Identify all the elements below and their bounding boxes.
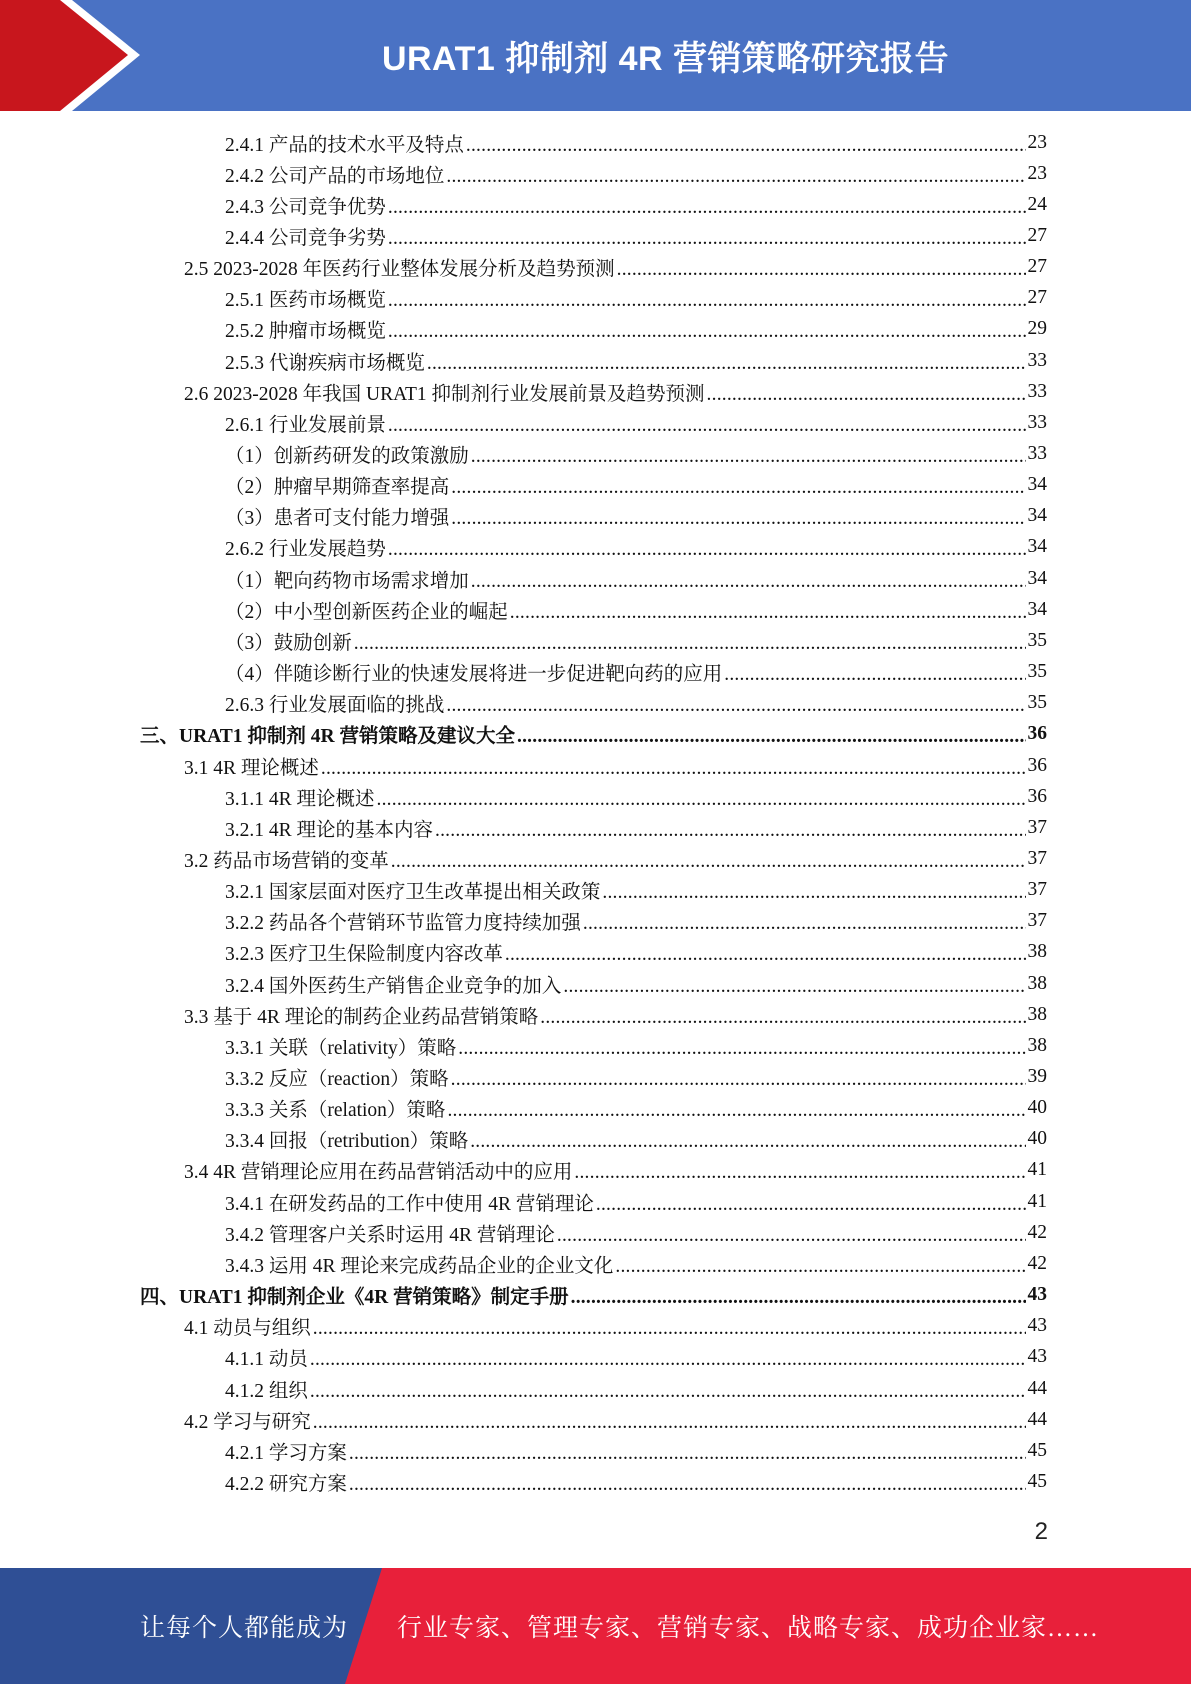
toc-dot-leader <box>446 693 1025 713</box>
toc-entry[interactable] <box>225 625 1047 656</box>
toc-entry-page: 27 <box>1027 224 1047 246</box>
toc-entry-page: 37 <box>1027 816 1047 838</box>
toc-entry[interactable] <box>225 781 1047 812</box>
toc-entry-label: 四、URAT1 抑制剂企业《4R 营销策略》制定手册 <box>140 1287 569 1309</box>
toc-dot-leader <box>391 849 1026 869</box>
toc-dot-leader <box>388 226 1026 246</box>
toc-entry-label: 2.6.3 行业发展面临的挑战 <box>225 695 445 717</box>
toc-entry[interactable] <box>225 189 1047 220</box>
toc-entry-label: 4.1.1 动员 <box>225 1349 308 1371</box>
toc-entry-label: （2）中小型创新医药企业的崛起 <box>225 601 508 623</box>
toc-entry-label: 3.2.3 医疗卫生保险制度内容改革 <box>225 944 503 966</box>
toc-entry-page: 34 <box>1027 598 1047 620</box>
toc-entry-label: 3.1.1 4R 理论概述 <box>225 788 375 810</box>
toc-entry[interactable] <box>225 1062 1047 1093</box>
toc-entry-page: 23 <box>1027 131 1047 153</box>
footer-slogan-left: 让每个人都能成为 <box>140 1615 349 1642</box>
toc-dot-leader <box>557 1223 1026 1243</box>
toc-dot-leader <box>471 444 1026 464</box>
toc-entry-label: 2.4.4 公司竞争劣势 <box>225 227 386 249</box>
toc-dot-leader <box>427 351 1026 371</box>
toc-entry-label: 4.1.2 组织 <box>225 1380 308 1402</box>
toc-entry-label: （1）创新药研发的政策激励 <box>225 446 469 467</box>
toc-entry-label: 2.6 2023-2028 年我国 URAT1 抑制剂行业发展前景及趋势预测 <box>184 383 705 405</box>
toc-entry-page: 38 <box>1027 1034 1047 1056</box>
toc-dot-leader <box>540 1005 1025 1025</box>
toc-entry[interactable] <box>184 843 1047 874</box>
toc-entry-label: 2.5.3 代谢疾病市场概览 <box>225 352 425 374</box>
toc-entry-label: 3.4.3 运用 4R 理论来完成药品企业的企业文化 <box>225 1255 614 1277</box>
toc-entry-page: 36 <box>1027 785 1047 807</box>
toc-entry-page: 27 <box>1027 287 1047 309</box>
toc-entry[interactable] <box>225 439 1047 470</box>
toc-entry[interactable] <box>184 252 1047 283</box>
toc-entry[interactable] <box>225 968 1047 999</box>
toc-entry-label: 3.2.1 国家层面对医疗卫生改革提出相关政策 <box>225 882 601 904</box>
toc-entry[interactable] <box>225 1124 1047 1155</box>
toc-entry[interactable] <box>184 1404 1047 1435</box>
report-title: URAT1 抑制剂 4R 营销策略研究报告 <box>381 40 950 78</box>
toc-dot-leader <box>313 1316 1026 1336</box>
toc-dot-leader <box>446 164 1025 184</box>
toc-entry-label: 3.1 4R 理论概述 <box>184 757 319 779</box>
toc-entry-label: 4.2.1 学习方案 <box>225 1442 347 1464</box>
toc-entry-page: 38 <box>1027 1003 1047 1025</box>
toc-dot-leader <box>505 942 1026 962</box>
toc-dot-leader <box>349 1472 1026 1492</box>
toc-entry[interactable] <box>140 1280 1047 1311</box>
toc-entry[interactable] <box>225 875 1047 906</box>
toc-entry-page: 38 <box>1027 941 1047 963</box>
toc-entry[interactable] <box>140 719 1047 750</box>
toc-dot-leader <box>451 475 1025 495</box>
toc-entry-label: 三、URAT1 抑制剂 4R 营销策略及建议大全 <box>140 726 516 748</box>
toc-dot-leader <box>435 818 1025 838</box>
page-footer <box>0 1568 1191 1684</box>
toc-entry[interactable] <box>184 376 1047 407</box>
toc-entry[interactable] <box>225 407 1047 438</box>
toc-entry[interactable] <box>225 812 1047 843</box>
toc-entry-page: 33 <box>1027 380 1047 402</box>
toc-entry-label: （2）肿瘤早期筛查率提高 <box>225 477 450 499</box>
toc-dot-leader <box>451 506 1025 526</box>
toc-entry-page: 43 <box>1027 1315 1047 1337</box>
toc-entry-label: 3.4 4R 营销理论应用在药品营销活动中的应用 <box>184 1162 573 1184</box>
toc-dot-leader <box>354 631 1026 651</box>
toc-entry-label: 3.3.2 反应（reaction）策略 <box>225 1069 449 1090</box>
toc-dot-leader <box>510 600 1026 620</box>
toc-entry-label: 3.2.1 4R 理论的基本内容 <box>225 819 434 841</box>
toc-entry-page: 45 <box>1027 1439 1047 1461</box>
toc-entry[interactable] <box>225 937 1047 968</box>
toc-dot-leader <box>388 195 1026 215</box>
toc-entry-page: 35 <box>1027 661 1047 683</box>
toc-entry[interactable] <box>225 1186 1047 1217</box>
toc-entry[interactable] <box>225 220 1047 251</box>
toc-dot-leader <box>388 319 1026 339</box>
toc-dot-leader <box>458 1036 1025 1056</box>
toc-entry-label: （3）鼓励创新 <box>225 632 352 654</box>
toc-entry-page: 36 <box>1027 723 1047 745</box>
toc-entry-label: 3.2.2 药品各个营销环节监管力度持续加强 <box>225 913 581 935</box>
toc-entry-page: 37 <box>1027 879 1047 901</box>
toc-entry-label: 4.2.2 研究方案 <box>225 1473 347 1495</box>
toc-entry-label: 2.4.3 公司竞争优势 <box>225 196 386 218</box>
toc-entry[interactable] <box>225 283 1047 314</box>
toc-entry-page: 27 <box>1027 256 1047 278</box>
toc-entry-page: 34 <box>1027 474 1047 496</box>
toc-entry-page: 33 <box>1027 443 1047 464</box>
header-arrow-decoration <box>0 0 160 111</box>
toc-entry-label: 3.3.3 关系（relation）策略 <box>225 1100 446 1122</box>
toc-entry[interactable] <box>225 1093 1047 1124</box>
toc-entry[interactable] <box>225 1030 1047 1061</box>
toc-entry[interactable] <box>225 688 1047 719</box>
toc-entry-label: 3.2.4 国外医药生产销售企业竞争的加入 <box>225 975 562 997</box>
toc-entry[interactable] <box>225 1217 1047 1248</box>
toc-entry-page: 29 <box>1027 318 1047 340</box>
toc-entry-label: （3）患者可支付能力增强 <box>225 508 450 530</box>
toc-entry-page: 24 <box>1027 193 1047 215</box>
toc-dot-leader <box>571 1285 1026 1305</box>
toc-dot-leader <box>388 413 1026 433</box>
toc-entry[interactable] <box>225 1466 1047 1497</box>
toc-dot-leader <box>349 1441 1026 1461</box>
toc-entry-label: 4.1 动员与组织 <box>184 1318 311 1340</box>
toc-entry-label: 2.6.2 行业发展趋势 <box>225 539 386 561</box>
toc-dot-leader <box>313 1410 1026 1430</box>
toc-entry-page: 23 <box>1027 162 1047 184</box>
toc-entry[interactable] <box>184 999 1047 1030</box>
toc-entry-page: 38 <box>1027 972 1047 994</box>
page-header <box>0 0 1191 111</box>
toc-entry[interactable] <box>225 1342 1047 1373</box>
toc-entry-label: 2.4.2 公司产品的市场地位 <box>225 165 445 187</box>
toc-dot-leader <box>377 787 1026 807</box>
toc-entry-page: 33 <box>1027 411 1047 433</box>
toc-entry-page: 40 <box>1027 1097 1047 1119</box>
page-number: 2 <box>1034 1518 1048 1545</box>
toc-dot-leader <box>574 1160 1025 1180</box>
toc-dot-leader <box>617 257 1026 277</box>
toc-entry-page: 44 <box>1027 1408 1047 1430</box>
toc-entry-page: 36 <box>1027 754 1047 776</box>
toc-dot-leader <box>447 1098 1025 1118</box>
toc-dot-leader <box>471 569 1026 589</box>
toc-entry-page: 40 <box>1027 1128 1047 1150</box>
toc-dot-leader <box>321 756 1026 776</box>
toc-entry-page: 42 <box>1027 1221 1047 1243</box>
toc-entry-page: 41 <box>1027 1159 1047 1181</box>
toc-entry-label: （1）靶向药物市场需求增加 <box>225 570 469 592</box>
toc-dot-leader <box>466 133 1026 153</box>
toc-entry-page: 43 <box>1027 1284 1047 1306</box>
toc-entry-label: 3.3.1 关联（relativity）策略 <box>225 1037 457 1059</box>
toc-entry[interactable] <box>184 750 1047 781</box>
toc-entry[interactable] <box>225 158 1047 189</box>
toc-entry[interactable] <box>225 1373 1047 1404</box>
toc-entry[interactable] <box>225 906 1047 937</box>
toc-entry-page: 39 <box>1027 1066 1047 1087</box>
toc-entry-label: （4）伴随诊断行业的快速发展将进一步促进靶向药的应用 <box>225 664 723 686</box>
toc-entry-label: 2.6.1 行业发展前景 <box>225 414 386 436</box>
toc-entry-page: 44 <box>1027 1377 1047 1399</box>
toc-entry-page: 34 <box>1027 567 1047 589</box>
toc-entry[interactable] <box>225 1435 1047 1466</box>
toc-entry-label: 2.5.1 医药市场概览 <box>225 290 386 312</box>
toc-entry-page: 35 <box>1027 692 1047 714</box>
toc-entry-label: 2.5 2023-2028 年医药行业整体发展分析及趋势预测 <box>184 259 615 281</box>
toc-entry-label: 4.2 学习与研究 <box>184 1411 311 1433</box>
toc-dot-leader <box>310 1379 1026 1399</box>
toc-dot-leader <box>563 974 1025 994</box>
toc-dot-leader <box>615 1254 1025 1274</box>
toc-entry[interactable] <box>225 657 1047 688</box>
toc-entry[interactable] <box>225 314 1047 345</box>
toc-entry-label: 3.4.2 管理客户关系时运用 4R 营销理论 <box>225 1224 555 1246</box>
toc-dot-leader <box>470 1129 1025 1149</box>
toc-entry-label: 3.2 药品市场营销的变革 <box>184 850 389 872</box>
toc-entry-page: 34 <box>1027 505 1047 527</box>
toc-entry[interactable] <box>225 532 1047 563</box>
toc-entry-page: 45 <box>1027 1470 1047 1492</box>
toc-entry-page: 41 <box>1027 1190 1047 1212</box>
toc-entry-label: 2.5.2 肿瘤市场概览 <box>225 321 386 343</box>
toc-entry[interactable] <box>184 1311 1047 1342</box>
toc-entry[interactable] <box>225 594 1047 625</box>
toc-dot-leader <box>388 288 1026 308</box>
toc-dot-leader <box>707 382 1026 402</box>
toc-dot-leader <box>451 1067 1026 1087</box>
footer-slogan-right: 行业专家、管理专家、营销专家、战略专家、成功企业家…… <box>397 1615 1100 1642</box>
toc-dot-leader <box>596 1192 1026 1212</box>
toc-entry[interactable] <box>225 501 1047 532</box>
toc-entry[interactable] <box>184 1155 1047 1186</box>
toc-entry[interactable] <box>225 563 1047 594</box>
toc-dot-leader <box>517 724 1025 744</box>
toc-entry[interactable] <box>225 127 1047 158</box>
toc-dot-leader <box>602 880 1025 900</box>
toc-dot-leader <box>724 662 1025 682</box>
toc-dot-leader <box>388 537 1026 557</box>
toc-entry-label: 3.3.4 回报（retribution）策略 <box>225 1131 469 1153</box>
toc-entry[interactable] <box>225 470 1047 501</box>
toc-entry-page: 34 <box>1027 536 1047 558</box>
toc-dot-leader <box>583 911 1026 931</box>
toc-entry-page: 33 <box>1027 349 1047 371</box>
toc-entry-label: 3.3 基于 4R 理论的制药企业药品营销策略 <box>184 1006 539 1028</box>
toc-entry[interactable] <box>225 345 1047 376</box>
toc-dot-leader <box>310 1347 1026 1367</box>
toc-entry-page: 37 <box>1027 847 1047 869</box>
toc-entry-page: 42 <box>1027 1252 1047 1274</box>
toc-entry-label: 3.4.1 在研发药品的工作中使用 4R 营销理论 <box>225 1193 594 1215</box>
toc-entry-label: 2.4.1 产品的技术水平及特点 <box>225 134 464 156</box>
toc-entry-page: 35 <box>1027 629 1047 651</box>
toc-entry[interactable] <box>225 1248 1047 1279</box>
toc-entry-page: 37 <box>1027 910 1047 932</box>
toc-entry-page: 43 <box>1027 1346 1047 1368</box>
